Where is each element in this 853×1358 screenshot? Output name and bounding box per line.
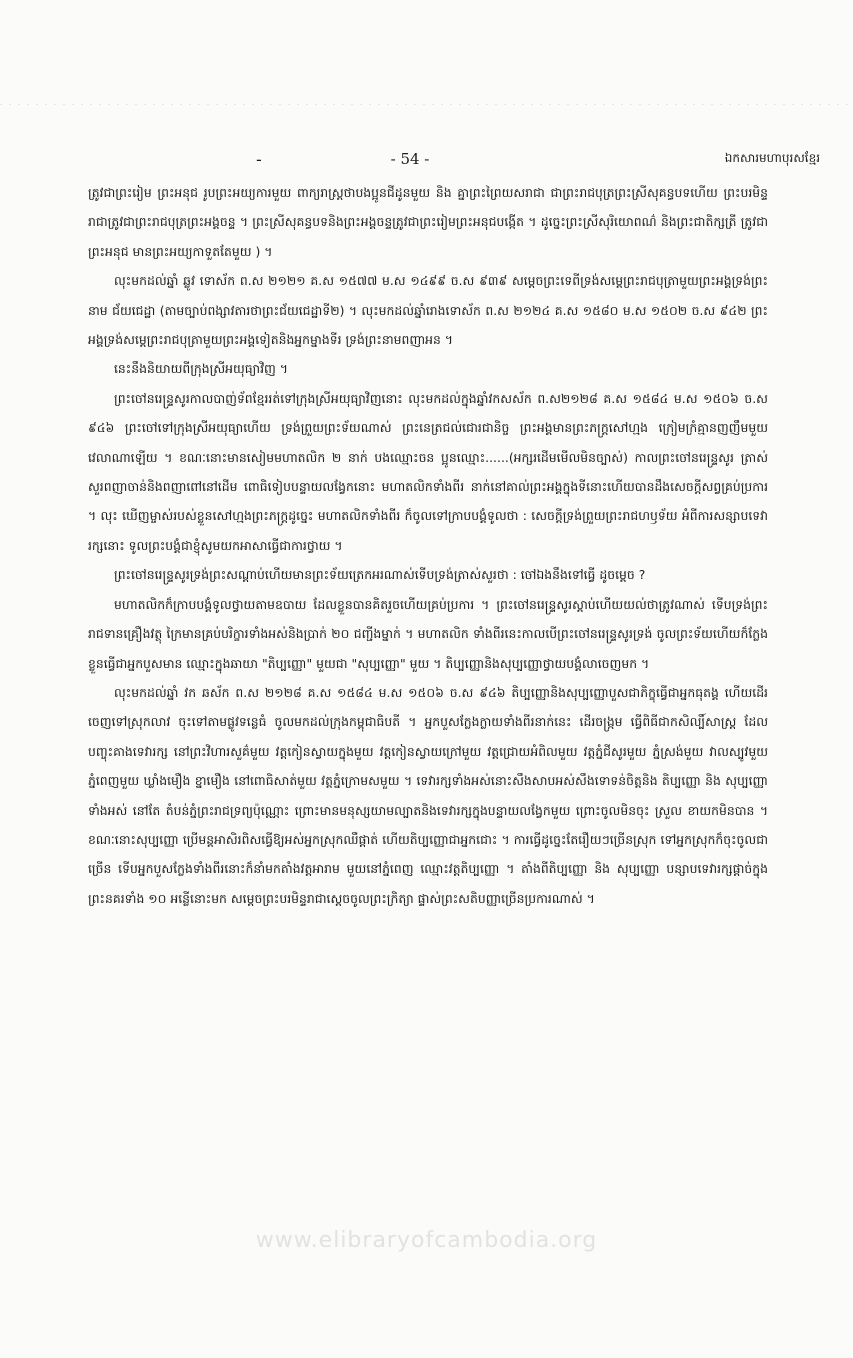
- paragraph: នេះនឹងនិយាយពីក្រុងស្រីអយុធ្យាវិញ ។: [114, 361, 288, 377]
- paragraph: ត្រូវជាព្រះរៀម ព្រះអនុជ រូបព្រះអយ្យការមួយ ពាក្យរាស្ត្រថាបងប្អូនជីដូនមួយ និង គ្នាព្រះព្រៃយសរាជា ជាព្រះរាជបុត្រព្រះស្រីសុគន្ធបទហើយ ព្រះបរមិន្ទរាជាត្រូវជាព្រះរាជបុត្រព្រះអង្គចន្ទ ។ ព្រះស្រីសុគន្ធបទនិងព្រះអង្គចន្ទត្រូវជាព្រះរៀមព្រះអនុជបង្កើត ។ ដូច្នេះព្រះស្រីសុរិយោពណ៌ និងព្រះជាតិក្សត្រី ត្រូវជាព្រះអនុជ មានព្រះអយ្យកាទួតតែមួយ ) ។: [88, 185, 768, 259]
- paragraph: លុះមកដល់ឆ្នាំ ឆ្លូវ ទោស័ក ព.ស ២១២១ គ.ស ១៥៧៧ ម.ស ១៤៩៩ ច.ស ៩៣៩ សម្ដេចព្រះទេពីទ្រង់សម្ដេព្រះរាជបុត្រាមួយព្រះអង្គទ្រង់ព្រះនាម ជ័យជេដ្ឋា (តាមច្បាប់ពង្សាវតារថាព្រះជ័យជេដ្ឋាទី២) ។ លុះមកដល់ឆ្នាំរោងទោស័ក ព.ស ២១២៤ គ.ស ១៥៨០ ម.ស ១៥០២ ច.ស ៩៤២ ព្រះអង្គទ្រង់សម្ដេព្រះរាជបុត្រាមួយព្រះអង្គទៀតនិងអ្នកម្នាងទីរ ទ្រង់ព្រះនាមពញាអន ។: [88, 273, 768, 348]
- watermark: www.elibraryofcambodia.org: [255, 1228, 598, 1253]
- page-header: [40, 150, 820, 174]
- paragraph: លុះមកដល់ឆ្នាំ វក ឆស័ក ព.ស ២១២៨ គ.ស ១៥៨៤ ម.ស ១៥០៦ ច.ស ៩៤៦ តិប្បញ្ញោនិងសុប្បញ្ញោបួសជាភិក្ខុធ្វើជាអ្នកធុតង្គ ហើយដើរចេញទៅស្រុកលាវ ចុះទៅតាមផ្លូវទន្លេធំ ចូលមកដល់ក្រុងកម្ពុជាធិបតី ។ អ្នកបួសក្លែងក្លាយទាំងពីរនាក់នេះ ដើរចង្ក្រម ធ្វើពិធីជាកសិល្បិ៍សាស្ត្រ ដែលបញ្ចុះគាងទេវារក្ស នៅព្រះវិហារសួគ៌មួយ វត្តកៀនស្វាយក្នុងមួយ វត្តកៀនស្វាយក្រៅមួយ វត្តជ្រោយអំពិលមួយ វត្តភ្នំជីសូរមួយ ភ្នំស្រង់មួយ វាលស្បូវមួយ ភ្នំពេញមួយ ឃ្លាំងមឿង ខ្នាមឿង នៅពោធិសាត់មួយ វត្តភ្នំក្រោមសមួយ ។ ទេវារក្សទាំងអស់នោះសឹងសាបអស់សឹងទោទន់ចិត្តនិង តិប្បញ្ញោ និង សុប្បញ្ញោទាំងអស់ នៅតែ តំបន់ភ្នំព្រះរាជទ្រព្យប៉ុណ្ណោះ ព្រោះមានមនុស្សយាមល្បាតនិងទេវារក្សក្នុងបន្ទាយលង្វែកមួយ ព្រោះចូលមិនចុះ ស្រួល ខាយកមិនបាន ។ ខណៈនោះសុប្បញ្ញោ ប្រើមន្តអាសិរពិសធ្វើឱ្យអស់អ្នកស្រុកឈឺផ្ដាត់ ហើយតិប្បញ្ញោជាអ្នកជោះ ។ ការធ្វើដូច្នេះតែរឿយៗច្រើនស្រុក ទៅអ្នកស្រុកក៏ចុះចូលជាច្រើន ទើបអ្នកបួសក្លែងទាំងពីរនោះក៏នាំមកតាំងវត្តអារាម មួយនៅភ្នំពេញ ឈ្មោះវត្តតិប្បញ្ញោ ។ តាំងពីតិប្បញ្ញោ និង សុប្បញ្ញោ បន្សាបទេវារក្សផ្ដាច់ក្នុងព្រះនគរទាំង ១០ អន្លើនោះមក សម្ដេចព្រះបរមិន្ទរាជាស្ដេចចូលព្រះក្រិត្យា ផ្ទាស់ព្រះសតិបញ្ញាច្រើនប្រការណាស់ ។: [88, 684, 768, 906]
- body-text: [88, 178, 768, 913]
- paragraph: ព្រះចៅនរេន្ទ្រសូរទ្រង់ព្រះសណ្ដាប់ហើយមានព្រះទ័យត្រេកអរណាស់ទើបទ្រង់ត្រាស់សួរថា : ចៅឯងនឹងទៅធ្វើ ដូចម្ដេច ?: [114, 567, 646, 583]
- page-number: - 54 -: [390, 150, 430, 168]
- paragraph: ព្រះចៅនរេន្ទ្រសូរកាលបាញ់ទ័ពខ្មែររត់ទៅក្រុងស្រីអយុធ្យាវិញនោះ លុះមកដល់ក្នុងឆ្នាំវកសស័ក ព.ស២១២៨ គ.ស ១៥៨៤ ម.ស ១៥០៦ ច.ស ៩៤៦ ព្រះចៅទៅក្រុងស្រីអយុធ្យាហើយ ទ្រង់ព្រួយព្រះទ័យណាស់ ព្រះនេត្រជល់ជោរជានិច្ច ព្រះអង្គមានព្រះភក្ត្រសៅហ្មង ក្រៀមក្រំគ្មានញញឹមមួយវេលាណាឡើយ ។ ខណៈនោះមានសៀមមហាតលិក ២ នាក់ បងឈ្មោះចន ប្អូនឈ្មោះ......(អក្សរដើមមើលមិនច្បាស់) កាលព្រះចៅនរេន្ទ្រសូរ ត្រាស់សួរពញាចាន់និងពញាពៅនៅដើម ពោធិទៀបបន្ទាយលង្វែកនោះ មហាតលិកទាំងពីរ នាក់នៅគាល់ព្រះអង្គក្នុងទីនោះហើយបានដឹងសេចក្ដីសព្វគ្រប់ប្រការ ។ លុះ ឃើញម្ចាស់របស់ខ្លួនសៅហ្មងព្រះភក្ត្រដូច្នេះ មហាតលិកទាំងពីរ ក៏ចូលទៅក្រាបបង្គំទូលថា : សេចក្ដីទ្រង់ព្រួយព្រះរាជហឫទ័យ អំពីការសន្សាបទេវារក្សនោះ ទូលព្រះបង្គំជាខ្ញុំសូមយកអាសាធ្វើជាការថ្វាយ ។: [88, 390, 768, 553]
- header-dash: -: [256, 150, 262, 169]
- scan-noise-line: [0, 104, 853, 105]
- running-title: ឯកសារមហាបុរសខ្មែរ: [724, 151, 820, 165]
- paragraph: មហាតលិកក៏ក្រាបបង្គំទូលថ្វាយតាមឧបាយ ដែលខ្លួនបានគិតរួចហើយគ្រប់ប្រការ ។ ព្រះចៅនរេន្ទ្រសូរស្ដាប់ហើយយល់ថាត្រូវណាស់ ទើបទ្រង់ព្រះរាជទានគ្រឿងវត្ថុ ក្រៃមានគ្រប់បរិក្ខារទាំងអស់និងប្រាក់ ២០ ជញ្ជីងម្នាក់ ។ មហាតលិក ទាំងពីរនេះកាលបើព្រះចៅនរេន្ទ្រសូរទ្រង់ ចូលព្រះទ័យហើយក៏ក្លែងខ្លួនធ្វើជាអ្នកបួសមាន ឈ្មោះក្នុងឆាយា "តិប្បញ្ញោ" មួយជា "សុប្បញ្ញោ" មួយ ។ តិប្បញ្ញោនិងសុប្បញ្ញោថ្វាយបង្គំលាចេញមក ។: [88, 596, 768, 671]
